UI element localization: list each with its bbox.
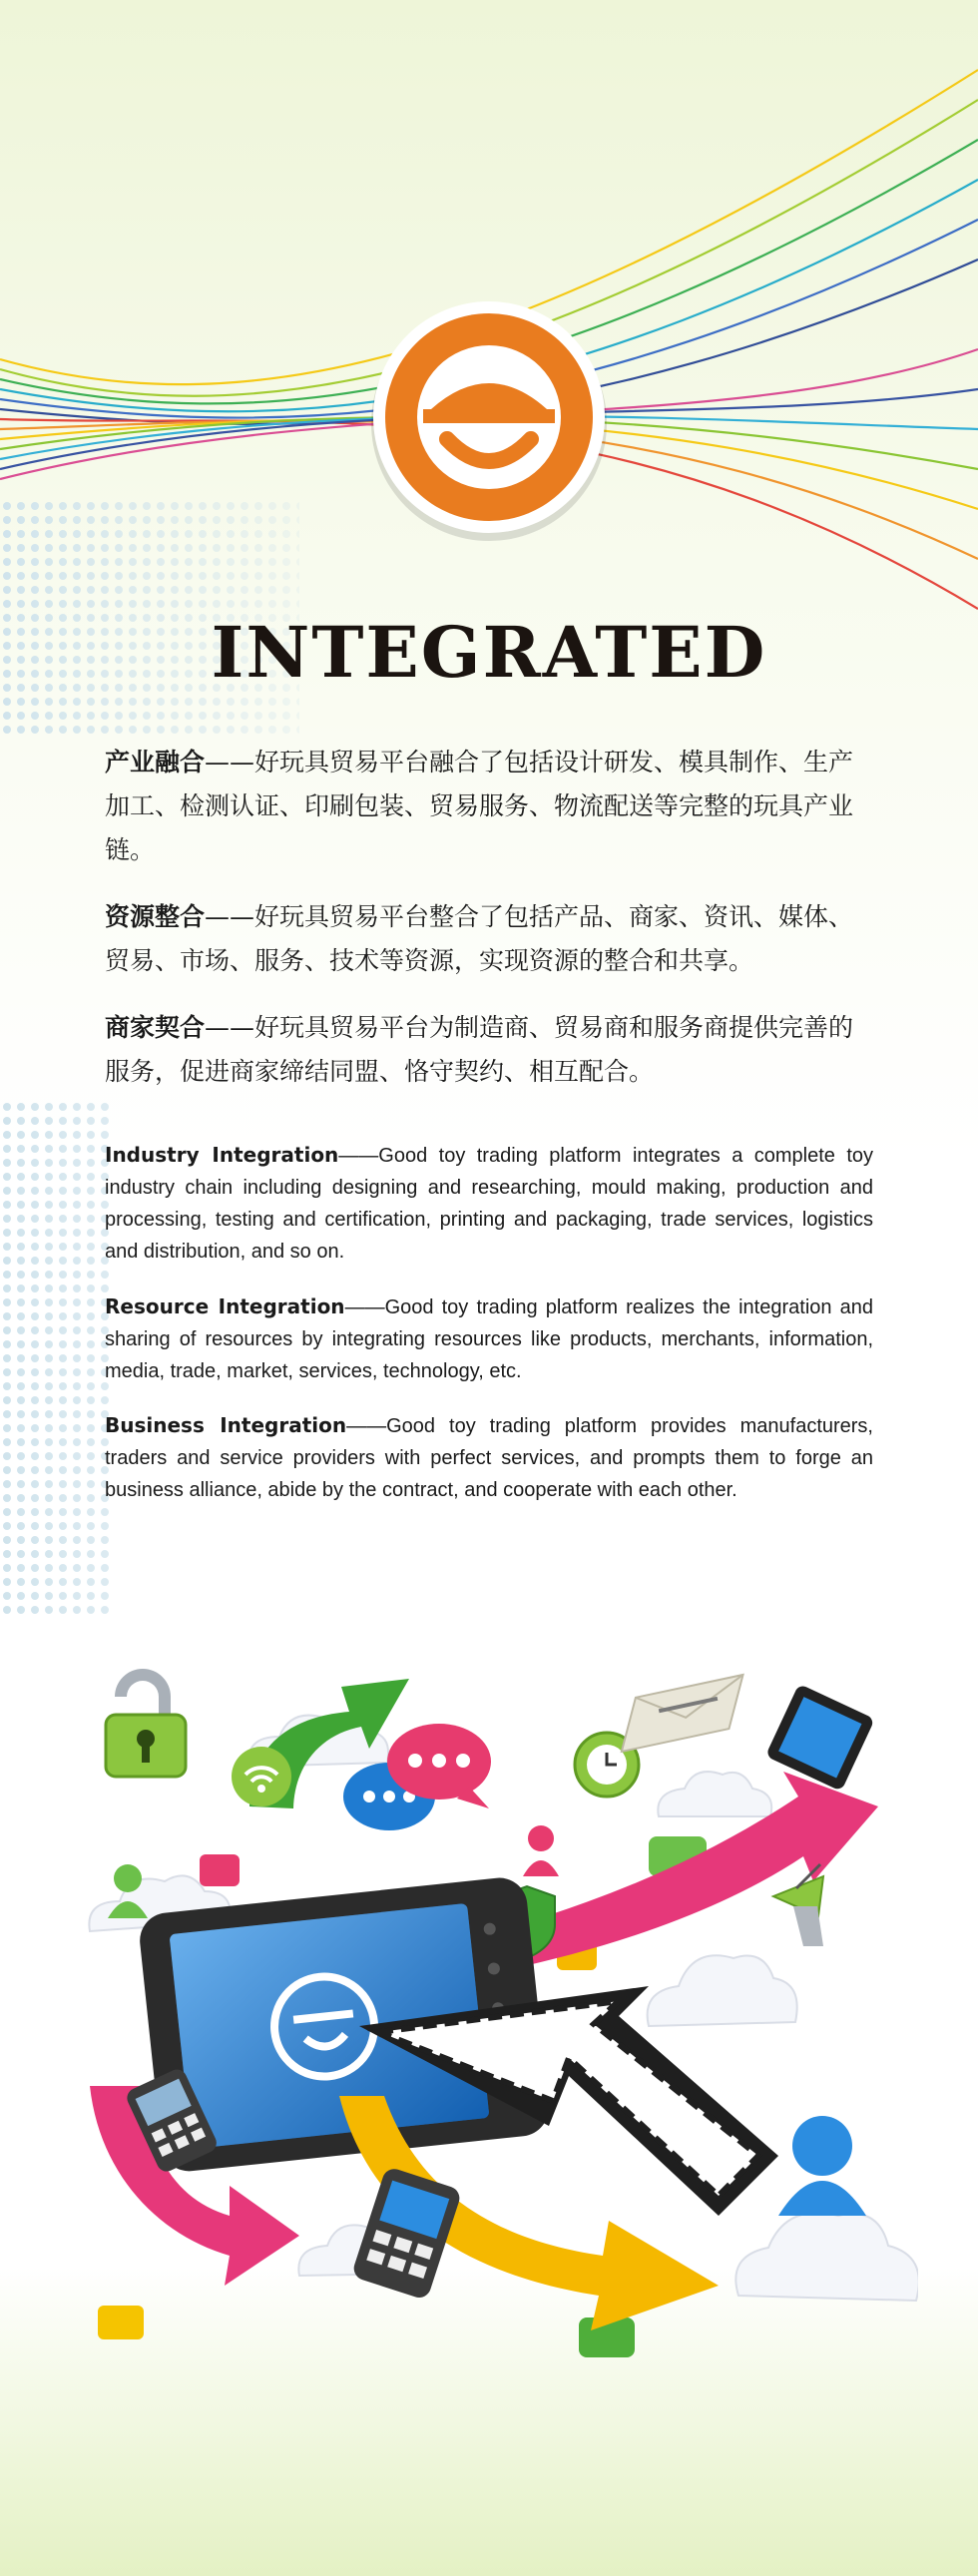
padlock-icon <box>106 1669 186 1777</box>
cn-section-heading: 产业融合 <box>105 748 206 776</box>
en-section-heading: Industry Integration <box>105 1143 339 1167</box>
en-section-body: Good toy trading platform provides manufacturers, traders and service providers with perfect services, and prompts them to forge an business alliance, abide by the contract, and cooperate with each other. <box>105 1415 873 1501</box>
cn-section-heading: 资源整合 <box>105 902 206 931</box>
tablet-icon <box>765 1684 875 1792</box>
logo-icon <box>367 297 611 541</box>
en-section-industry <box>105 1139 873 1268</box>
wifi-icon <box>232 1747 291 1806</box>
cn-section-resource <box>105 895 873 983</box>
tech-illustration <box>80 1657 918 2375</box>
en-dash: —— <box>338 1145 379 1167</box>
en-section-resource <box>105 1290 873 1387</box>
en-section-heading: Resource Integration <box>105 1294 345 1318</box>
en-section-body: Good toy trading platform integrates a complete toy industry chain including designing and researching, mould making, production and processing, testing and certification, printing and packaging, trade services, logistics and distribution, and so on. <box>105 1145 873 1263</box>
cn-section-body: 好玩具贸易平台为制造商、贸易商和服务商提供完善的服务，促进商家缔结同盟、恪守契约、相互配合。 <box>105 1013 854 1086</box>
cn-section-heading: 商家契合 <box>105 1013 206 1042</box>
cn-section-body: 好玩具贸易平台整合了包括产品、商家、资讯、媒体、贸易、市场、服务、技术等资源，实现资源的整合和共享。 <box>105 902 854 975</box>
cn-dash: —— <box>205 1013 255 1042</box>
cn-dash: —— <box>205 902 255 931</box>
cn-section-industry <box>105 741 873 872</box>
en-dash: —— <box>344 1296 385 1318</box>
en-section-business <box>105 1409 873 1506</box>
phone-icon <box>351 2166 463 2301</box>
page-title: INTEGRATED <box>211 611 767 694</box>
en-dash: —— <box>346 1415 387 1437</box>
cn-section-body: 好玩具贸易平台融合了包括设计研发、模具制作、生产加工、检测认证、印刷包装、贸易服务、物流配送等完整的玩具产业链。 <box>105 748 854 864</box>
cn-section-business <box>105 1006 873 1094</box>
cn-dash: —— <box>205 748 255 776</box>
en-section-heading: Business Integration <box>105 1413 347 1437</box>
en-section-body: Good toy trading platform realizes the integration and sharing of resources by integrating resources like products, merchants, information, media, trade, market, services, technology, etc. <box>105 1296 874 1382</box>
envelope-icon <box>611 1675 752 1752</box>
